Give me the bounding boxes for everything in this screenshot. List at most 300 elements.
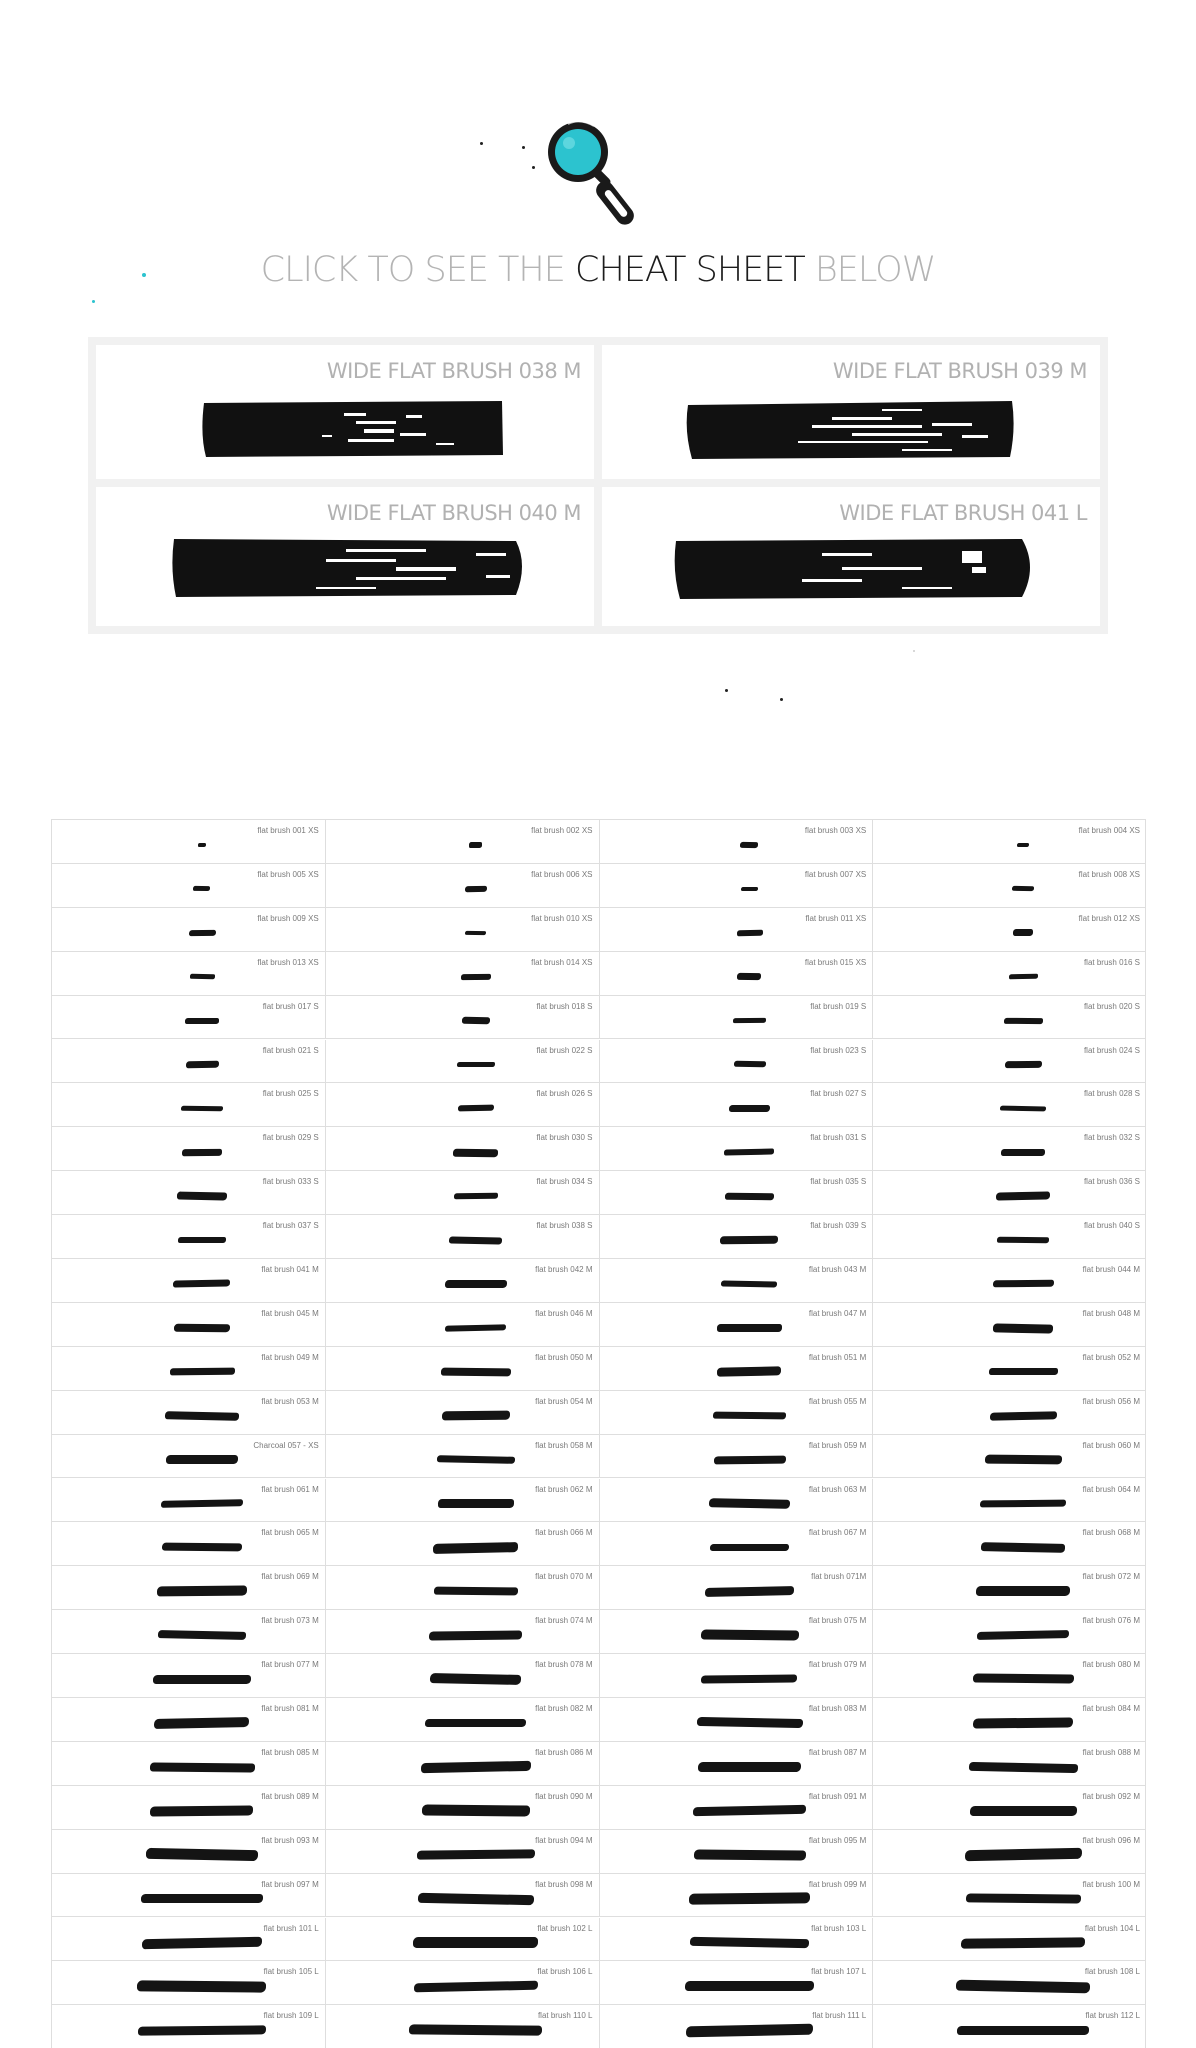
brush-cell[interactable] xyxy=(600,820,874,864)
brush-cell[interactable] xyxy=(326,1874,600,1918)
brush-stroke-sample xyxy=(445,1324,506,1332)
brush-stroke-sample xyxy=(418,1892,534,1904)
brush-label: flat brush 074 M xyxy=(535,1616,593,1626)
brush-cell[interactable] xyxy=(52,1874,326,1918)
brush-cell[interactable] xyxy=(52,1040,326,1084)
brush-cell[interactable] xyxy=(600,1083,874,1127)
brush-cell[interactable] xyxy=(52,864,326,908)
brush-label: flat brush 014 XS xyxy=(531,957,593,967)
brush-label: flat brush 059 M xyxy=(808,1440,867,1450)
brush-label: flat brush 084 M xyxy=(1082,1704,1140,1713)
brush-stroke-sample xyxy=(724,1149,775,1156)
brush-label: flat brush 109 L xyxy=(263,2011,319,2021)
brush-stroke-sample xyxy=(178,1237,226,1243)
brush-cell[interactable] xyxy=(52,1961,326,2005)
brush-label: flat brush 002 XS xyxy=(531,826,593,835)
brush-label: flat brush 068 M xyxy=(1082,1528,1140,1538)
brush-stroke-sample xyxy=(461,1017,490,1024)
brush-stroke-sample xyxy=(414,1981,538,1993)
brush-stroke-sample xyxy=(690,1937,809,1948)
brush-label: flat brush 025 S xyxy=(262,1089,319,1099)
brush-stroke-sample xyxy=(740,842,758,848)
brush-stroke-sample xyxy=(464,886,487,893)
brush-cell[interactable] xyxy=(873,952,1146,996)
brush-stroke-sample xyxy=(181,1106,223,1112)
brush-stroke-sample xyxy=(977,1630,1069,1640)
brush-label: flat brush 048 M xyxy=(1082,1308,1140,1318)
brush-stroke-sample xyxy=(989,1411,1057,1420)
brush-cell[interactable] xyxy=(326,1171,600,1215)
brush-stroke-sample xyxy=(150,1762,255,1772)
brush-stroke-sample xyxy=(989,1368,1058,1375)
brush-label: flat brush 007 XS xyxy=(804,869,867,879)
brush-label: flat brush 019 S xyxy=(810,1001,867,1011)
brush-label: flat brush 024 S xyxy=(1083,1045,1140,1055)
brush-cell[interactable] xyxy=(326,952,600,996)
brush-label: flat brush 049 M xyxy=(261,1352,319,1362)
brush-stroke-sample xyxy=(162,1543,242,1552)
brush-cell[interactable] xyxy=(326,1918,600,1962)
brush-cell[interactable] xyxy=(326,908,600,952)
brush-cell[interactable] xyxy=(326,1083,600,1127)
brush-label: flat brush 082 M xyxy=(535,1704,593,1713)
brush-label: flat brush 071M xyxy=(811,1572,867,1582)
brush-label: flat brush 099 M xyxy=(808,1879,867,1889)
brush-label: flat brush 095 M xyxy=(808,1835,867,1845)
ink-dot xyxy=(725,689,728,692)
brush-stroke-sample xyxy=(430,1673,521,1685)
brush-stroke-sample xyxy=(694,1849,806,1860)
brush-label: flat brush 079 M xyxy=(808,1660,867,1670)
brush-cell[interactable] xyxy=(600,908,874,952)
brush-cell[interactable] xyxy=(600,1742,874,1786)
brush-stroke-sample xyxy=(1009,974,1038,979)
brush-stroke-sample xyxy=(142,1936,262,1949)
brush-cell[interactable] xyxy=(600,1522,874,1566)
brush-label: flat brush 110 L xyxy=(537,2011,593,2021)
brush-cell[interactable] xyxy=(873,1347,1146,1391)
brush-stroke-sample xyxy=(445,1280,507,1288)
brush-label: flat brush 003 XS xyxy=(804,826,867,835)
brush-label: flat brush 037 S xyxy=(262,1221,319,1231)
brush-stroke-sample xyxy=(457,1062,495,1067)
brush-stroke-sample xyxy=(993,1323,1053,1333)
brush-cell[interactable] xyxy=(52,1742,326,1786)
brush-label: flat brush 058 M xyxy=(535,1440,593,1450)
brush-cell[interactable] xyxy=(873,1303,1146,1347)
brush-cell[interactable] xyxy=(600,1830,874,1874)
brush-label: flat brush 061 M xyxy=(261,1484,319,1494)
brush-label: flat brush 042 M xyxy=(535,1265,593,1274)
brush-cell[interactable] xyxy=(873,1566,1146,1610)
brush-label: flat brush 026 S xyxy=(536,1089,593,1099)
brush-cell[interactable] xyxy=(326,1303,600,1347)
brush-label: flat brush 004 XS xyxy=(1078,826,1140,835)
brush-cell[interactable] xyxy=(326,2005,600,2048)
brush-stroke-sample xyxy=(441,1368,511,1376)
brush-stroke-sample xyxy=(720,1236,778,1245)
preview-card[interactable] xyxy=(96,487,594,626)
brush-label: flat brush 062 M xyxy=(535,1484,593,1494)
brush-label: flat brush 046 M xyxy=(535,1308,593,1318)
brush-label: flat brush 069 M xyxy=(261,1572,319,1582)
brush-stroke-sample xyxy=(976,1586,1070,1596)
brush-cell[interactable] xyxy=(600,1566,874,1610)
brush-cell[interactable] xyxy=(600,952,874,996)
brush-cell[interactable] xyxy=(52,1259,326,1303)
brush-label: flat brush 029 S xyxy=(262,1133,319,1143)
brush-cell[interactable] xyxy=(326,996,600,1040)
brush-label: flat brush 041 M xyxy=(261,1265,319,1274)
brush-stroke-sample xyxy=(714,1455,786,1464)
brush-label: flat brush 008 XS xyxy=(1078,869,1140,879)
brush-cell[interactable] xyxy=(326,1127,600,1171)
brush-stroke-sample xyxy=(454,1193,498,1199)
brush-cell[interactable] xyxy=(873,1259,1146,1303)
brush-cell[interactable] xyxy=(873,1040,1146,1084)
brush-cell[interactable] xyxy=(873,1918,1146,1962)
brush-label: flat brush 106 L xyxy=(537,1967,593,1977)
brush-label: flat brush 078 M xyxy=(535,1660,593,1670)
brush-stroke-sample xyxy=(425,1719,526,1727)
brush-stroke-sample xyxy=(1012,886,1034,892)
brush-stroke-sample xyxy=(961,1937,1085,1948)
cheat-sheet-grid xyxy=(51,819,1146,2048)
brush-cell[interactable] xyxy=(52,996,326,1040)
brush-stroke-sample xyxy=(1001,1149,1046,1156)
brush-cell[interactable] xyxy=(873,1830,1146,1874)
brush-stroke-preview xyxy=(602,487,1100,626)
brush-cell[interactable] xyxy=(600,1391,874,1435)
brush-label: flat brush 028 S xyxy=(1083,1089,1140,1099)
brush-stroke-sample xyxy=(429,1630,522,1640)
brush-label: flat brush 052 M xyxy=(1082,1352,1140,1362)
brush-cell[interactable] xyxy=(600,1347,874,1391)
brush-cell[interactable] xyxy=(52,1083,326,1127)
brush-label: flat brush 010 XS xyxy=(531,913,593,923)
brush-label: flat brush 097 M xyxy=(261,1879,319,1889)
brush-label: flat brush 112 L xyxy=(1085,2011,1140,2021)
brush-cell[interactable] xyxy=(873,2005,1146,2048)
preview-card[interactable] xyxy=(602,345,1100,479)
brush-stroke-sample xyxy=(969,1761,1078,1772)
brush-label: flat brush 105 L xyxy=(263,1967,319,1977)
brush-label: flat brush 080 M xyxy=(1082,1660,1140,1670)
brush-label: flat brush 087 M xyxy=(808,1747,867,1757)
brush-label: flat brush 098 M xyxy=(535,1879,593,1889)
brush-cell[interactable] xyxy=(52,820,326,864)
brush-stroke-sample xyxy=(1000,1105,1046,1111)
brush-label: flat brush 107 L xyxy=(811,1967,867,1977)
brush-label: flat brush 038 S xyxy=(536,1221,593,1231)
brush-label: flat brush 033 S xyxy=(262,1177,319,1187)
brush-cell[interactable] xyxy=(326,1391,600,1435)
brush-cell[interactable] xyxy=(873,996,1146,1040)
brush-label: flat brush 096 M xyxy=(1082,1835,1140,1845)
brush-label: flat brush 051 M xyxy=(808,1352,867,1362)
brush-stroke-sample xyxy=(465,930,486,935)
brush-label: flat brush 101 L xyxy=(263,1923,319,1933)
ink-dot xyxy=(480,142,483,145)
brush-stroke-sample xyxy=(189,929,216,936)
brush-label: flat brush 055 M xyxy=(808,1396,867,1406)
brush-stroke-sample xyxy=(449,1236,502,1244)
brush-stroke-sample xyxy=(741,887,757,891)
preview-card-title: WIDE FLAT BRUSH 038 M xyxy=(326,359,581,383)
brush-cell[interactable] xyxy=(52,1610,326,1654)
brush-label: flat brush 036 S xyxy=(1083,1177,1140,1187)
brush-label: flat brush 092 M xyxy=(1082,1791,1140,1801)
brush-label: flat brush 023 S xyxy=(810,1045,867,1055)
brush-stroke-sample xyxy=(158,1630,246,1640)
brush-label: flat brush 089 M xyxy=(261,1791,319,1801)
brush-cell[interactable] xyxy=(600,1435,874,1479)
brush-cell[interactable] xyxy=(326,1742,600,1786)
brush-stroke-sample xyxy=(980,1499,1066,1507)
brush-cell[interactable] xyxy=(52,1347,326,1391)
brush-stroke-sample xyxy=(161,1499,243,1508)
brush-cell[interactable] xyxy=(52,1698,326,1742)
brush-stroke-sample xyxy=(433,1542,518,1553)
brush-stroke-sample xyxy=(437,1455,515,1464)
brush-cell[interactable] xyxy=(873,864,1146,908)
brush-label: flat brush 031 S xyxy=(810,1133,867,1143)
brush-cell[interactable] xyxy=(873,1742,1146,1786)
brush-cell[interactable] xyxy=(600,864,874,908)
brush-cell[interactable] xyxy=(326,1259,600,1303)
brush-cell[interactable] xyxy=(52,1830,326,1874)
brush-label: flat brush 076 M xyxy=(1082,1616,1140,1626)
brush-stroke-sample xyxy=(996,1192,1050,1201)
brush-cell[interactable] xyxy=(326,1040,600,1084)
brush-cell[interactable] xyxy=(52,1522,326,1566)
brush-cell[interactable] xyxy=(600,1698,874,1742)
brush-cell[interactable] xyxy=(52,2005,326,2048)
ink-dot xyxy=(522,146,525,149)
brush-cell[interactable] xyxy=(326,1654,600,1698)
brush-label: flat brush 083 M xyxy=(808,1704,867,1713)
brush-cell[interactable] xyxy=(52,1391,326,1435)
brush-label: flat brush 021 S xyxy=(262,1045,319,1055)
brush-label: flat brush 085 M xyxy=(261,1747,319,1757)
brush-cell[interactable] xyxy=(326,820,600,864)
brush-cell[interactable] xyxy=(326,1961,600,2005)
brush-cell[interactable] xyxy=(326,1698,600,1742)
brush-stroke-sample xyxy=(166,1455,239,1464)
brush-cell[interactable] xyxy=(52,1171,326,1215)
brush-cell[interactable] xyxy=(600,1918,874,1962)
brush-cell[interactable] xyxy=(600,1127,874,1171)
brush-cell[interactable] xyxy=(600,2005,874,2048)
brush-stroke-sample xyxy=(146,1848,259,1861)
brush-cell[interactable] xyxy=(52,1303,326,1347)
brush-label: flat brush 035 S xyxy=(810,1177,867,1187)
brush-label: flat brush 067 M xyxy=(808,1528,867,1538)
brush-label: flat brush 102 L xyxy=(537,1923,593,1933)
brush-cell[interactable] xyxy=(873,1391,1146,1435)
brush-cell[interactable] xyxy=(600,1171,874,1215)
brush-stroke-sample xyxy=(709,1498,790,1509)
brush-cell[interactable] xyxy=(326,864,600,908)
brush-cell[interactable] xyxy=(600,996,874,1040)
brush-stroke-sample xyxy=(734,1061,766,1068)
brush-cell[interactable] xyxy=(326,1215,600,1259)
brush-label: flat brush 009 XS xyxy=(257,913,319,923)
brush-stroke-sample xyxy=(985,1455,1062,1465)
brush-label: flat brush 103 L xyxy=(811,1923,867,1933)
brush-cell[interactable] xyxy=(52,1127,326,1171)
brush-stroke-sample xyxy=(1017,843,1029,847)
brush-label: flat brush 056 M xyxy=(1082,1396,1140,1406)
brush-cell[interactable] xyxy=(873,1654,1146,1698)
brush-cell[interactable] xyxy=(873,1127,1146,1171)
brush-cell[interactable] xyxy=(600,1479,874,1523)
brush-stroke-sample xyxy=(469,842,482,847)
brush-stroke-sample xyxy=(417,1850,535,1860)
brush-label: flat brush 075 M xyxy=(808,1616,867,1626)
brush-cell[interactable] xyxy=(873,1083,1146,1127)
brush-stroke-sample xyxy=(198,843,206,847)
brush-label: flat brush 005 XS xyxy=(257,869,319,879)
brush-cell[interactable] xyxy=(873,1874,1146,1918)
brush-cell[interactable] xyxy=(873,1961,1146,2005)
brush-stroke-preview xyxy=(96,345,594,479)
brush-label: flat brush 001 XS xyxy=(257,826,319,835)
preview-card[interactable] xyxy=(96,345,594,479)
brush-label: flat brush 020 S xyxy=(1083,1001,1140,1011)
brush-label: flat brush 050 M xyxy=(535,1352,593,1362)
brush-cell[interactable] xyxy=(326,1566,600,1610)
brush-cell[interactable] xyxy=(873,1522,1146,1566)
brush-cell[interactable] xyxy=(873,1171,1146,1215)
brush-cell[interactable] xyxy=(600,1874,874,1918)
brush-cell[interactable] xyxy=(600,1303,874,1347)
brush-cell[interactable] xyxy=(873,1435,1146,1479)
brush-stroke-sample xyxy=(458,1105,494,1112)
brush-cell[interactable] xyxy=(52,1654,326,1698)
brush-stroke-sample xyxy=(189,974,214,979)
brush-stroke-sample xyxy=(697,1717,803,1729)
brush-label: flat brush 006 XS xyxy=(531,869,593,879)
brush-label: flat brush 018 S xyxy=(536,1001,593,1011)
brush-label: flat brush 108 L xyxy=(1084,1967,1140,1977)
brush-cell[interactable] xyxy=(326,1347,600,1391)
brush-label: flat brush 011 XS xyxy=(805,913,867,923)
brush-cell[interactable] xyxy=(52,1786,326,1830)
brush-cell[interactable] xyxy=(600,1786,874,1830)
brush-cell[interactable] xyxy=(52,1479,326,1523)
brush-stroke-sample xyxy=(701,1674,797,1683)
brush-stroke-sample xyxy=(686,2023,813,2037)
brush-cell[interactable] xyxy=(600,1610,874,1654)
brush-stroke-sample xyxy=(422,1805,530,1817)
brush-stroke-sample xyxy=(710,1544,789,1552)
brush-stroke-sample xyxy=(721,1280,778,1287)
brush-stroke-sample xyxy=(956,1979,1090,1993)
headline-post: BELOW xyxy=(804,250,936,290)
brush-stroke-sample xyxy=(966,1893,1081,1903)
brush-cell[interactable] xyxy=(600,1215,874,1259)
brush-cell[interactable] xyxy=(873,1215,1146,1259)
brush-label: flat brush 044 M xyxy=(1082,1265,1140,1274)
brush-stroke-sample xyxy=(173,1280,230,1288)
brush-cell[interactable] xyxy=(600,1654,874,1698)
brush-label: flat brush 027 S xyxy=(810,1089,867,1099)
brush-label: flat brush 090 M xyxy=(535,1791,593,1801)
brush-stroke-sample xyxy=(182,1149,222,1156)
brush-cell[interactable] xyxy=(600,1040,874,1084)
brush-cell[interactable] xyxy=(873,908,1146,952)
brush-cell[interactable] xyxy=(52,952,326,996)
preview-card-title: WIDE FLAT BRUSH 041 L xyxy=(839,501,1087,525)
headline[interactable] xyxy=(0,250,1196,290)
brush-cell[interactable] xyxy=(873,820,1146,864)
brush-label: Charcoal 057 - XS xyxy=(253,1440,319,1450)
brush-cell[interactable] xyxy=(52,1566,326,1610)
brush-cell[interactable] xyxy=(326,1522,600,1566)
brush-stroke-sample xyxy=(973,1717,1073,1729)
brush-label: flat brush 034 S xyxy=(536,1177,593,1187)
brush-label: flat brush 053 M xyxy=(261,1396,319,1406)
brush-stroke-sample xyxy=(157,1586,247,1597)
brush-cell[interactable] xyxy=(326,1830,600,1874)
brush-label: flat brush 047 M xyxy=(808,1308,867,1318)
brush-cell[interactable] xyxy=(873,1610,1146,1654)
magnifier-icon[interactable] xyxy=(528,112,668,242)
brush-cell[interactable] xyxy=(873,1698,1146,1742)
brush-label: flat brush 072 M xyxy=(1082,1572,1140,1582)
brush-stroke-sample xyxy=(737,973,761,980)
brush-stroke-sample xyxy=(689,1892,810,1904)
brush-stroke-sample xyxy=(438,1499,514,1507)
brush-cell[interactable] xyxy=(52,908,326,952)
brush-cell[interactable] xyxy=(326,1786,600,1830)
brush-stroke-sample xyxy=(453,1148,498,1156)
ink-dot xyxy=(780,698,783,701)
brush-label: flat brush 054 M xyxy=(535,1396,593,1406)
brush-cell[interactable] xyxy=(600,1961,874,2005)
brush-cell[interactable] xyxy=(52,1918,326,1962)
brush-cell[interactable] xyxy=(52,1215,326,1259)
brush-stroke-sample xyxy=(434,1587,518,1596)
brush-stroke-sample xyxy=(165,1411,239,1420)
brush-cell[interactable] xyxy=(326,1610,600,1654)
brush-cell[interactable] xyxy=(326,1435,600,1479)
brush-cell[interactable] xyxy=(600,1259,874,1303)
brush-label: flat brush 065 M xyxy=(261,1528,319,1538)
preview-card[interactable] xyxy=(602,487,1100,626)
brush-label: flat brush 088 M xyxy=(1082,1747,1140,1757)
brush-stroke-sample xyxy=(138,2025,266,2035)
headline-highlight: CHEAT SHEET xyxy=(575,250,805,290)
brush-cell[interactable] xyxy=(326,1479,600,1523)
brush-stroke-sample xyxy=(693,1805,806,1816)
brush-stroke-sample xyxy=(733,1018,767,1023)
brush-stroke-preview xyxy=(602,345,1100,479)
brush-label: flat brush 094 M xyxy=(535,1835,593,1845)
brush-stroke-sample xyxy=(737,930,763,936)
brush-label: flat brush 017 S xyxy=(262,1001,319,1011)
brush-stroke-sample xyxy=(965,1848,1082,1861)
accent-dot xyxy=(92,300,95,303)
brush-cell[interactable] xyxy=(873,1479,1146,1523)
brush-label: flat brush 013 XS xyxy=(257,957,319,967)
brush-stroke-sample xyxy=(957,2026,1089,2035)
brush-label: flat brush 045 M xyxy=(261,1308,319,1318)
brush-label: flat brush 022 S xyxy=(536,1045,593,1055)
brush-cell[interactable] xyxy=(873,1786,1146,1830)
brush-cell[interactable] xyxy=(52,1435,326,1479)
